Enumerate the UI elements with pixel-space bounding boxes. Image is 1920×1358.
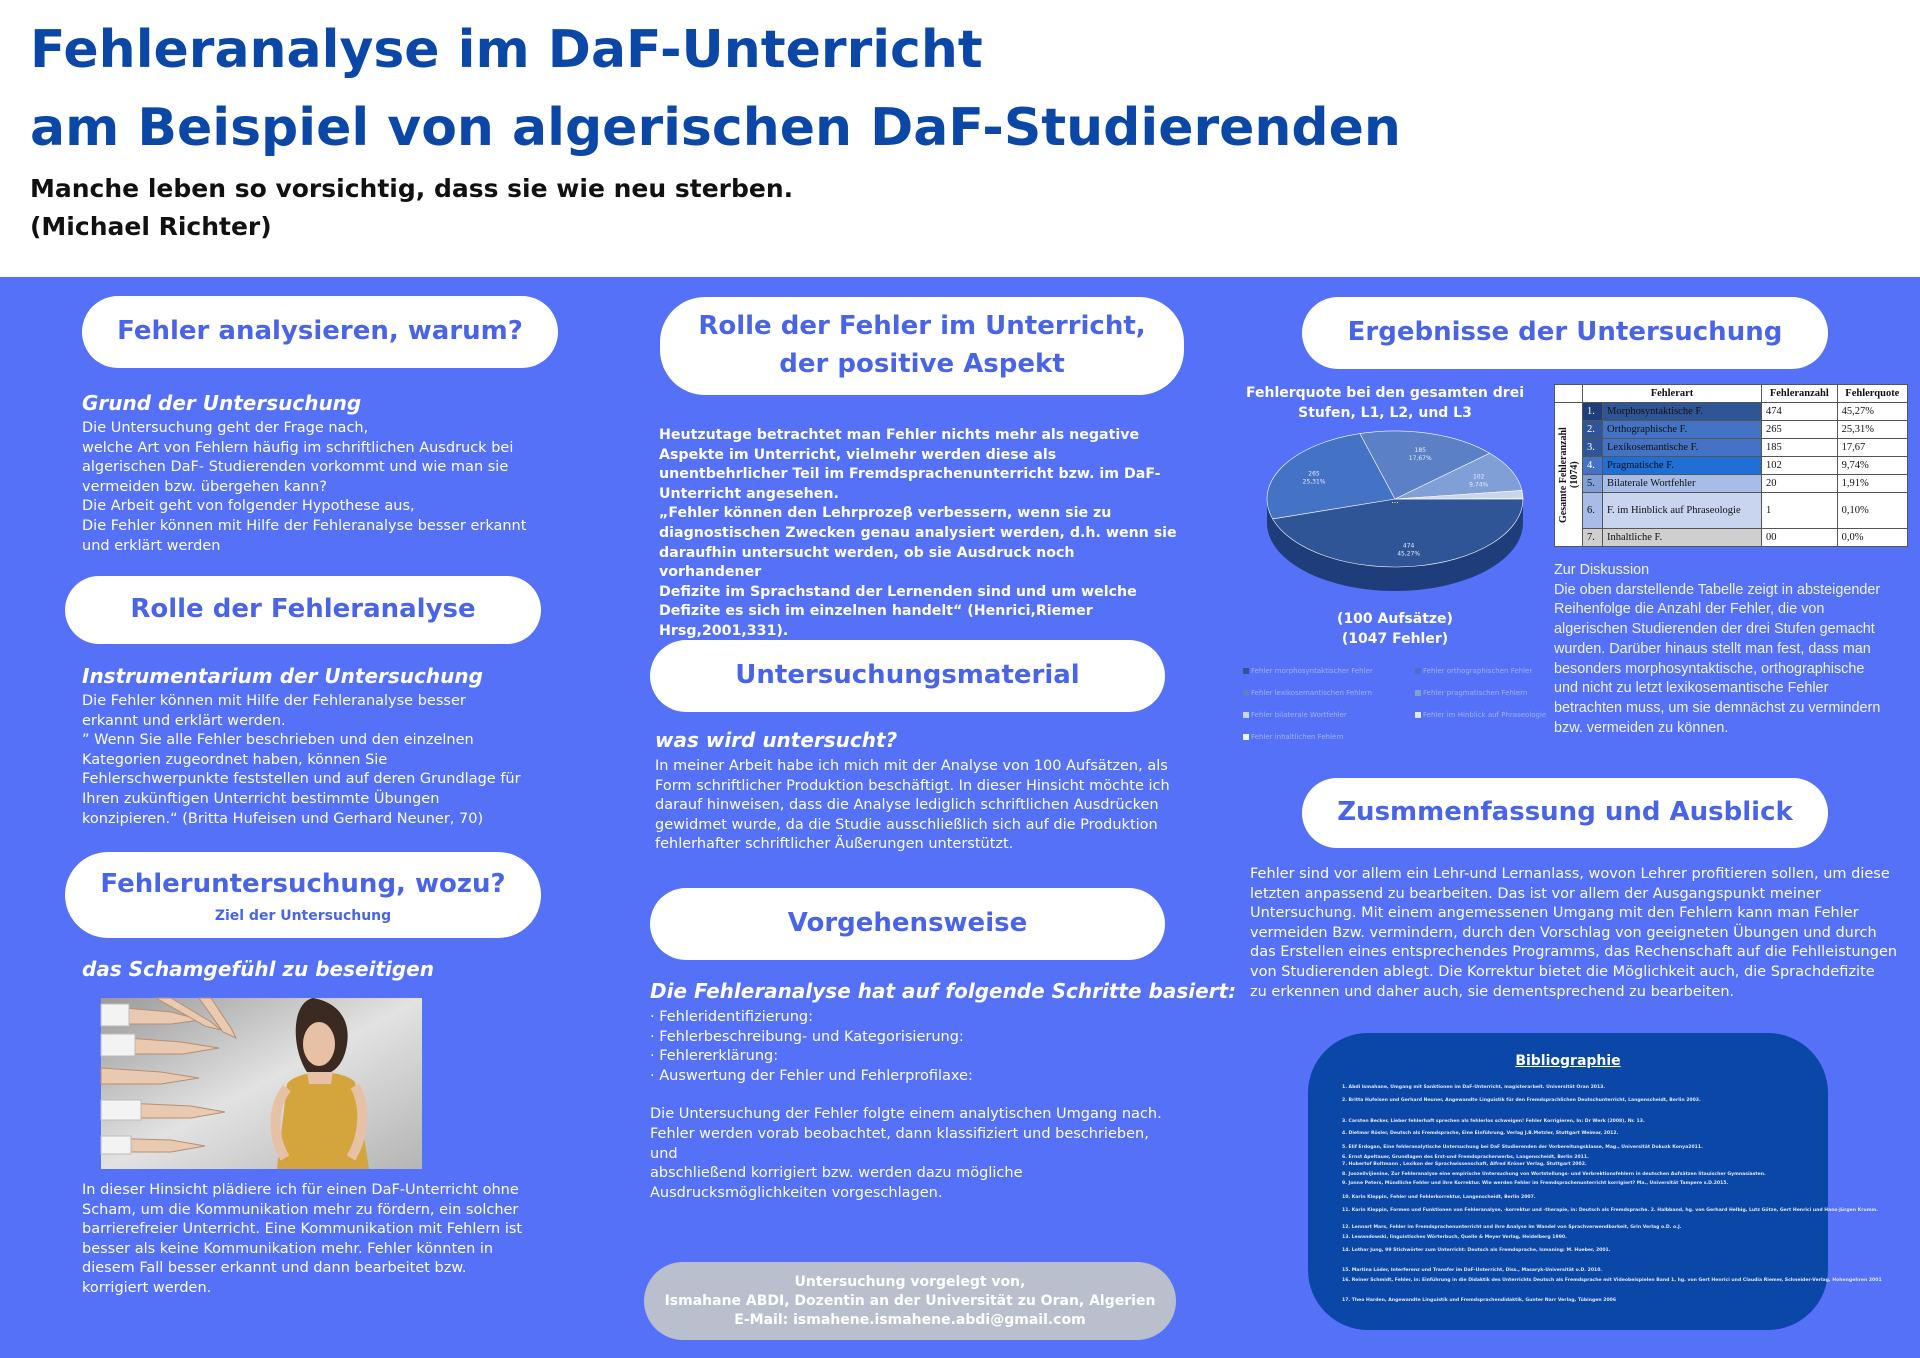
text-line: und nicht zu letzt lexikosemantische Fehler: [1554, 680, 1829, 697]
text-line: Die Fehler können mit Hilfe der Fehleranalyse besser: [82, 693, 466, 709]
text-line: bzw. vermeiden zu können.: [1554, 719, 1729, 736]
table-corner: [1555, 385, 1583, 403]
cell-nr: 5.: [1583, 475, 1603, 493]
text-line: welche Art von Fehlern häufig im schriftlichen Ausdruck bei: [82, 439, 514, 456]
pie-slice-label: 102: [1472, 473, 1485, 481]
text-line: letzten anpassend zu bearbeiten. Das ist vor allem der Ausgangspunkt meiner: [1250, 885, 1821, 902]
text-line: betrachten muss, um sie demnächst zu vermindern: [1554, 699, 1881, 716]
bib-entry: 5. Elif Erdogan, Eine fehleranalytische Untersuchung bei DaF Studierenden der Vorbereitungsklasse, Mag., Universität Dokuzk Konya2011.: [1342, 1145, 1703, 1150]
bib-entry: 9. Jonne Peters, Mündliche Fehler und ihre Korrektur. Wie werden Fehler im Fremdsprachenunterricht korrigiert? Ma., Universität Tampere s.D.2015.: [1342, 1181, 1729, 1186]
cell-art: F. im Hinblick auf Phraseologie: [1603, 493, 1762, 529]
motto-quote: Manche leben so vorsichtig, dass sie wie neu sterben.: [30, 174, 794, 203]
motto-author: (Michael Richter): [30, 212, 272, 241]
text-line: Reihenfolge die Anzahl der Fehler, die von: [1554, 601, 1825, 618]
text-line: vermeiden bzw. übergehen kann?: [82, 478, 327, 495]
cell-quote: 17,67: [1837, 439, 1907, 457]
bib-entry: 4. Dietmar Rösler, Deutsch als Fremdsprache, Eine Einführung, Verlag J.B.Metzler, Stuttgart Weimar, 2012.: [1342, 1131, 1619, 1136]
legend-item: [1243, 733, 1344, 741]
text-line: Fehler werden vorab beobachtet, dann klassifiziert und beschrieben, und: [650, 1125, 1149, 1162]
text-line: daraufhin untersucht werden, ob sie Ausdruck noch vorhandener: [659, 544, 1075, 581]
text-line: Untersuchung. Mit einem angemessenen Umgang mit den Fehlern kann man Fehler: [1250, 905, 1859, 922]
cell-nr: 4.: [1583, 457, 1603, 475]
table-row: [1555, 403, 1908, 421]
bibliographie-box: [1308, 1033, 1882, 1330]
text-line: Aspekte im Unterricht, vielmehr werden diese als: [659, 446, 1057, 463]
table-row: [1555, 439, 1908, 457]
table-row: [1555, 475, 1908, 493]
step-item: · Auswertung der Fehler und Fehlerprofilaxe:: [650, 1067, 973, 1084]
zusammenfassung-text: [1250, 865, 1900, 1002]
pill-fehler-analysieren: [82, 296, 558, 368]
text-line: besser als keine Kommunikation mehr. Fehler könnten in: [82, 1240, 494, 1257]
pill-vorgehensweise: [650, 888, 1165, 960]
cell-art: Orthographische F.: [1603, 421, 1762, 439]
header-fehlerquote: Fehlerquote: [1837, 385, 1907, 403]
step-item: · Fehlerbeschreibung- und Kategorisierung:: [650, 1028, 964, 1045]
caption-line1: (100 Aufsätze): [1337, 611, 1453, 627]
text-line: unentbehrlicher Teil im Fremdsprachenunterricht bzw. im DaF-: [659, 466, 1161, 483]
illustration-svg: [101, 998, 422, 1169]
text-line: Ausdrucksmöglichkeiten vorgeschlagen.: [650, 1184, 943, 1201]
text-line: besonders morphosyntaktische, orthographische: [1554, 660, 1865, 677]
text-line: In dieser Hinsicht plädiere ich für einen DaF-Unterricht ohne: [82, 1182, 519, 1198]
cell-anzahl: 474: [1761, 403, 1837, 421]
poster-title-line1: Fehleranalyse im DaF-Unterricht: [30, 20, 983, 80]
cell-quote: 0,10%: [1837, 493, 1907, 529]
text-line: das Erstellen eines entsprechendes Programms, das Rechenschaft auf die Fehlleistungen: [1250, 944, 1898, 961]
legend-label: Fehler bilaterale Wortfehler: [1251, 711, 1347, 719]
grund-heading: Grund der Untersuchung: [82, 391, 362, 415]
text-line: Die Untersuchung geht der Frage nach,: [82, 420, 369, 436]
cell-anzahl: 1: [1761, 493, 1837, 529]
text-line: Form schriftlicher Produktion beschäftigt. In dieser Hinsicht möchte ich: [655, 777, 1170, 794]
legend-swatch: [1415, 668, 1421, 674]
header-fehlerart: Fehlerart: [1583, 385, 1762, 403]
bib-entry: 8. Juozeilvijienine, Zur Fehleranalyse eine empirische Untersuchung von Wortstellungs- und Verbrektionsfehlern in deutschen Aufsätzen litauischer Gymnasiasten.: [1342, 1172, 1766, 1177]
pill-rolle-der-fehler: [660, 297, 1184, 395]
legend-swatch: [1243, 668, 1249, 674]
chart-caption: [1300, 609, 1490, 649]
text-line: Defizite es sich im einzelnen handelt“ (Henrici,Riemer: [659, 603, 1093, 620]
pill-title-line2: der positive Aspekt: [779, 349, 1065, 379]
cell-nr: 1.: [1583, 403, 1603, 421]
text-line: algerischen DaF- Studierenden vorkommt und wie man sie: [82, 459, 509, 476]
text-line: „Fehler können den Lehrprozeβ verbessern, wenn sie zu: [659, 505, 1112, 522]
text-line: Die Arbeit geht von folgender Hypothese aus,: [82, 498, 415, 515]
material-text: [655, 757, 1175, 855]
legend-item: [1243, 667, 1373, 675]
results-table: [1554, 384, 1908, 547]
pill-title: Vorgehensweise: [787, 908, 1028, 939]
table-row: [1555, 529, 1908, 547]
legend-swatch: [1243, 690, 1249, 696]
cell-anzahl: 00: [1761, 529, 1837, 547]
schamgefuehl-heading: das Schamgefühl zu beseitigen: [82, 957, 434, 981]
pie-slice-label: 474: [1402, 542, 1415, 550]
schamgefuehl-text: [82, 1181, 542, 1299]
cell-anzahl: 265: [1761, 421, 1837, 439]
cell-quote: 45,27%: [1837, 403, 1907, 421]
pie-chart: [1255, 427, 1535, 602]
pointing-hands-illustration: [101, 998, 422, 1169]
text-line: Die oben darstellende Tabelle zeigt in absteigender: [1554, 581, 1881, 598]
pie-slice-label: 9,74%: [1469, 481, 1489, 489]
pill-zusammenfassung: [1302, 778, 1828, 848]
pie-center-label: ...: [1391, 495, 1399, 505]
pie-slice-label: 185: [1414, 446, 1426, 454]
text-line: und erklärt werden: [82, 537, 221, 554]
cell-quote: 25,31%: [1837, 421, 1907, 439]
bib-entry: 16. Reiner Schmidt, Fehler, in: Einführung in die Didaktik des Unterrichts Deutsch als Fremdsprache mit Videobeispielen Band 1, hg. von Gert Henrici und Claudia Riemer, Schneider-Verlag, Hohengehren 2001: [1342, 1278, 1882, 1283]
legend-label: Fehler pragmatischen Fehlern: [1423, 689, 1528, 697]
pill-rolle-fehleranalyse: [65, 576, 541, 644]
cell-art: Lexikosemantische F.: [1603, 439, 1762, 457]
pill-subtitle: Ziel der Untersuchung: [214, 907, 392, 924]
text-line: Die Fehler können mit Hilfe der Fehleranalyse besser erkannt: [82, 517, 527, 534]
pill-fehleruntersuchung: [65, 852, 541, 938]
author-email[interactable]: E-Mail: ismahene.ismahene.abdi@gmail.com: [734, 1311, 1086, 1328]
bibliographie-title: Bibliographie: [1515, 1053, 1621, 1069]
pill-title-line1: Rolle der Fehler im Unterricht,: [698, 311, 1146, 342]
material-heading: was wird untersucht?: [655, 728, 898, 752]
text-line: diagnostischen Zwecken genau analysiert werden, d.h. wenn sie: [659, 524, 1177, 541]
text-line: vermeiden Bzw. vermindern, durch den Vorschlag von geeigneten Übungen und durch: [1250, 924, 1877, 941]
bib-entry: 11. Karin Kleppin, Formen und Funktionen von Fehleranalyse, -korrektur und -therapie, in: Deutsch als Fremdsprache. 2. Halbband, hg. von Gerhard Helbig, Lutz Götze, Gert Henrici und Hans-Jürgen Krumm.: [1342, 1208, 1879, 1213]
legend-label: Fehler morphosyntaktischer Fehler: [1251, 667, 1373, 675]
text-line: korrigiert werden.: [82, 1279, 212, 1296]
legend-label: Fehler orthographischen Fehler: [1423, 667, 1533, 675]
legend-swatch: [1243, 712, 1249, 718]
text-line: Die Untersuchung der Fehler folgte einem analytischen Umgang nach.: [650, 1106, 1162, 1123]
legend-item: [1415, 711, 1546, 719]
vorgehen-heading: Die Fehleranalyse hat auf folgende Schritte basiert:: [650, 979, 1237, 1003]
legend-swatch: [1415, 712, 1421, 718]
text-line: In meiner Arbeit habe ich mich mit der Analyse von 100 Aufsätzen, als: [655, 758, 1168, 774]
author-box: [644, 1262, 1176, 1340]
bib-entry: 10. Karin Kleppin, Fehler und Fehlerkorrektur, Langenscheidt, Berlin 2007.: [1342, 1195, 1536, 1200]
text-line: barrierefreier Unterricht. Eine Kommunikation mit Fehlern ist: [82, 1221, 523, 1238]
text-line: zu erkennen und daher auch, sie dementsprechend zu bearbeiten.: [1250, 983, 1735, 1000]
legend-swatch: [1243, 734, 1249, 740]
text-line: Kategorien zugeordnet haben, können Sie: [82, 751, 388, 768]
pill-title: Untersuchungsmaterial: [735, 660, 1080, 691]
pill-title: Zusmmenfassung und Ausblick: [1337, 797, 1793, 828]
text-line: Ihren zukünftigen Unterricht bestimmte Übungen: [82, 790, 440, 807]
cell-art: Bilaterale Wortfehler: [1603, 475, 1762, 493]
legend-item: [1415, 689, 1527, 697]
legend-swatch: [1415, 690, 1421, 696]
pill-title: Rolle der Fehleranalyse: [130, 594, 476, 625]
legend-item: [1243, 711, 1347, 719]
author-line2: Ismahane ABDI, Dozentin an der Universität zu Oran, Algerien: [664, 1292, 1156, 1309]
chart-title: Fehlerquote bei den gesamten drei Stufen, L1, L2, und L3: [1245, 385, 1524, 421]
text-line: ” Wenn Sie alle Fehler beschrieben und den einzelnen: [82, 732, 474, 749]
table-row: [1555, 421, 1908, 439]
text-line: Fehlerschwerpunkte feststellen und auf deren Grundlage für: [82, 771, 521, 788]
pill-untersuchungsmaterial: [650, 640, 1165, 712]
text-line: Unterricht angesehen.: [659, 485, 839, 502]
text-line: diesem Fall besser erkannt und dann bearbeitet bzw.: [82, 1260, 467, 1277]
text-line: Fehler sind vor allem ein Lehr-und Lernanlass, wovon Lehrer profitieren sollen, um diese: [1250, 866, 1890, 882]
cell-anzahl: 102: [1761, 457, 1837, 475]
bib-entry: 17. Theo Harden, Angewandte Linguistik und Fremdsprachendidaktik, Gunter Narr Verlag, Tübingen 2006: [1342, 1298, 1617, 1303]
cell-art: Morphosyntaktische F.: [1603, 403, 1762, 421]
legend-label: Fehler lexikosemantischen Fehlern: [1251, 689, 1372, 697]
bib-entry: 14. Lothar Jung, 99 Stichwörter zum Unterricht: Deutsch als Fremdsprache, Ismaning: M. Hueber, 2001.: [1342, 1248, 1611, 1253]
table-header-row: [1555, 385, 1908, 403]
bib-entry: 6. Ernst Apeltauer, Grundlagen des Erst-und Fremdspracherwerbs, Langenscheidt, Berlin 2011.: [1342, 1155, 1589, 1160]
vorgehen-text: [650, 1008, 1180, 1203]
cell-art: Inhaltliche F.: [1603, 529, 1762, 547]
grund-text: [82, 419, 542, 556]
table-row: [1555, 493, 1908, 529]
cell-quote: 9,74%: [1837, 457, 1907, 475]
step-item: · Fehleridentifizierung:: [650, 1009, 813, 1025]
cell-quote: 0,0%: [1837, 529, 1907, 547]
pie-slice-label: 25,31%: [1302, 478, 1326, 486]
caption-line2: (1047 Fehler): [1341, 631, 1449, 647]
bib-entry: 13. Lewandowski, linguistisches Wörterbuch, Quelle & Meyer Verlag, Heidelberg 1990.: [1342, 1235, 1567, 1240]
pill-title: Fehler analysieren, warum?: [117, 316, 523, 347]
cell-anzahl: 20: [1761, 475, 1837, 493]
row-label-cell: [1555, 403, 1583, 547]
text-line: konzipieren.“ (Britta Hufeisen und Gerhard Neuner, 70): [82, 810, 484, 827]
text-line: Scham, um die Kommunikation mehr zu fördern, ein solcher: [82, 1201, 519, 1218]
table-row: [1555, 457, 1908, 475]
legend-label: Fehler inhaltlichen Fehlern: [1251, 733, 1344, 741]
poster-title-line2: am Beispiel von algerischen DaF-Studierenden: [30, 98, 1401, 158]
legend-item: [1415, 667, 1532, 675]
text-line: darauf hinweisen, dass die Analyse lediglich schriftlichen Ausdrücken: [655, 797, 1159, 814]
cell-nr: 6.: [1583, 493, 1603, 529]
legend-item: [1243, 689, 1372, 697]
header-fehleranzahl: Fehleranzahl: [1761, 385, 1837, 403]
bib-entry: 3. Carsten Becker, Lieber fehlerhaft sprechen als fehlerlos schweigen! Fehler Korrigieren, In: Dr Werk (2008), Nr. 13.: [1342, 1119, 1645, 1124]
author-line1: Untersuchung vorgelegt von,: [794, 1273, 1026, 1290]
text-line: wurden. Darüber hinaus stellt man fest, dass man: [1554, 640, 1871, 657]
text-line: von Studierenden ablegt. Die Korrektur bietet die Möglichkeit auch, die Sprachdefizite: [1250, 963, 1875, 980]
legend-label: Fehler im Hinblick auf Phraseologie: [1423, 711, 1547, 719]
bib-entry: 2. Britta Hufeisen und Gerhard Neuner, Angewandte Linguistik für den Fremdsprachlichen Deutschunterricht, Langenscheidt, Berlin 2003.: [1342, 1098, 1701, 1103]
text-line: fehlerhafter schriftlicher Äußerungen unterstützt.: [655, 836, 1014, 853]
text-line: Heutzutage betrachtet man Fehler nichts mehr als negative: [659, 427, 1140, 443]
instrumentarium-heading: Instrumentarium der Untersuchung: [82, 664, 483, 688]
row-label: Gesamte Fehleranzahl (1074): [1557, 426, 1580, 523]
cell-nr: 2.: [1583, 421, 1603, 439]
rolle-der-fehler-text: [659, 426, 1179, 642]
cell-nr: 3.: [1583, 439, 1603, 457]
pie-slice-label: 265: [1308, 470, 1320, 478]
pill-ergebnisse: [1302, 297, 1828, 369]
pie-slice-label: 17,67%: [1408, 454, 1432, 462]
diskussion-text: [1554, 561, 1914, 738]
cell-quote: 1,91%: [1837, 475, 1907, 493]
pie-slice-label: 45,27%: [1397, 550, 1421, 558]
instrumentarium-text: [82, 692, 542, 829]
bib-entry: 12. Lennart Mars, Fehler im Fremdsprachenunterricht und ihre Analyse im Wandel von Sprachverwendbarkeit, Grin Verlag o.D. o.J.: [1342, 1225, 1682, 1230]
cell-art: Pragmatische F.: [1603, 457, 1762, 475]
bib-entry: 15. Martina Löder, Interferenz und Transfer im DaF-Unterricht, Diss., Masaryk-Universität o.D. 2010.: [1342, 1268, 1603, 1273]
text-line: Zur Diskussion: [1554, 562, 1650, 578]
text-line: Defizite im Sprachstand der Lernenden sind und um welche: [659, 583, 1137, 600]
text-line: erkannt und erklärt werden.: [82, 712, 286, 729]
text-line: gewidmet wurde, da die Studie ausschließlich sich auf die Produktion: [655, 816, 1158, 833]
text-line: abschließend korrigiert bzw. werden dazu mögliche: [650, 1165, 1023, 1182]
bib-entry: 1. Abdi Ismahane, Umgang mit Sanktionen im DaF-Unterricht, magisterarbeit. Universität Oran 2013.: [1342, 1085, 1606, 1090]
cell-nr: 7.: [1583, 529, 1603, 547]
bib-entry: 7. Hubertof Boltmann , Lexikon der Sprachwissenschaft, Alfred Kröner Verlag, Stuttgart 2002.: [1342, 1162, 1587, 1167]
text-line: Hrsg,2001,331).: [659, 622, 789, 639]
text-line: algerischen Studierenden der drei Stufen gemacht: [1554, 621, 1875, 638]
cell-anzahl: 185: [1761, 439, 1837, 457]
pill-title: Fehleruntersuchung, wozu?: [100, 869, 506, 900]
pill-title: Ergebnisse der Untersuchung: [1347, 317, 1783, 348]
step-item: · Fehlererklärung:: [650, 1048, 779, 1065]
